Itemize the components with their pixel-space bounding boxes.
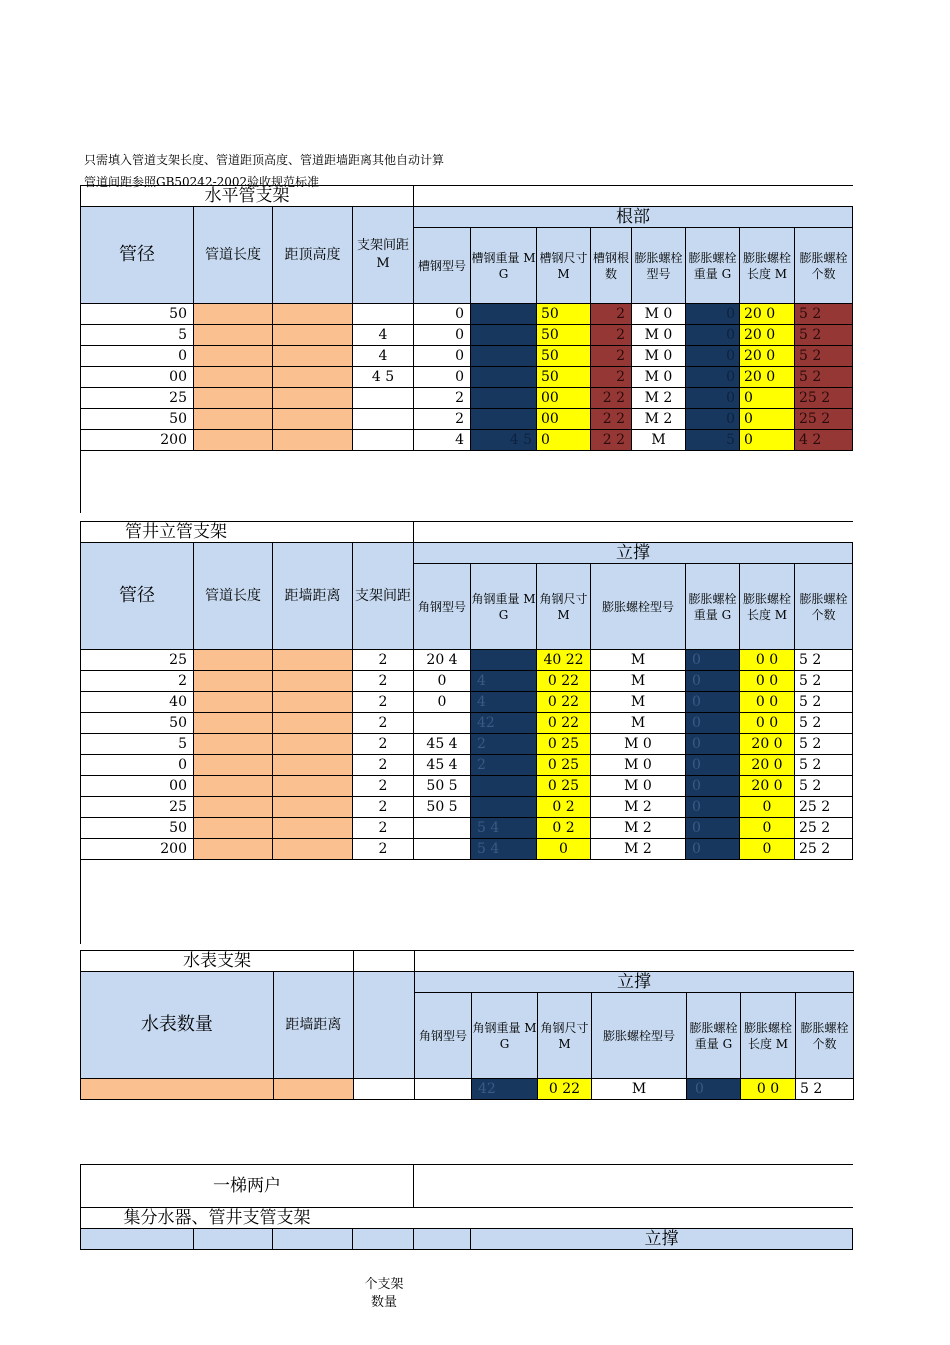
table-cell: 5 2 [795, 734, 853, 755]
header-spacing: 支架间距M [353, 207, 414, 304]
household-label: 一梯两户 [81, 1165, 414, 1208]
header-angle-type: 角钢型号 [415, 993, 472, 1079]
table-cell: 4 [353, 325, 414, 346]
table-cell: 0 22 [537, 671, 591, 692]
header-spacing: 支架间距 [353, 543, 414, 650]
table-cell: 0 [686, 692, 740, 713]
pipe-length-input[interactable] [194, 755, 273, 776]
table-cell [353, 430, 414, 451]
table-cell: 2 [353, 755, 414, 776]
table-row [81, 839, 853, 860]
pipe-length-input[interactable] [194, 818, 273, 839]
table-cell: 50 [81, 304, 194, 325]
table-cell: M 2 [632, 409, 686, 430]
table-cell: 0 [686, 839, 740, 860]
table-cell: 2 [591, 346, 632, 367]
table-cell: 0 [414, 367, 471, 388]
table-cell: 25 2 [795, 388, 853, 409]
table-cell: 50 [81, 713, 194, 734]
table-cell [471, 797, 537, 818]
header-wall-distance: 距墙距离 [273, 543, 353, 650]
table-cell: 5 [686, 430, 740, 451]
table-cell: 0 [686, 818, 740, 839]
meter-support-table [80, 950, 854, 1100]
wall-distance-input[interactable] [273, 818, 353, 839]
table-cell: 25 [81, 797, 194, 818]
pipe-length-input[interactable] [194, 430, 273, 451]
table-cell: 200 [81, 430, 194, 451]
table-cell: 2 [353, 797, 414, 818]
pipe-length-input[interactable] [194, 650, 273, 671]
table-cell: M [632, 430, 686, 451]
instruction-note: 只需填入管道支架长度、管道距顶高度、管道距墙距离其他自动计算 [84, 153, 445, 167]
table-cell: 2 [591, 304, 632, 325]
table-cell: 5 2 [795, 346, 853, 367]
table-cell [353, 409, 414, 430]
table-row [81, 692, 853, 713]
table-row [81, 346, 853, 367]
table-cell: 2 [353, 776, 414, 797]
wall-distance-input[interactable] [273, 755, 353, 776]
table-cell: M 2 [632, 388, 686, 409]
table-row [81, 671, 853, 692]
top-height-input[interactable] [273, 409, 353, 430]
table-cell: 5 2 [795, 325, 853, 346]
table-row [81, 430, 853, 451]
table-cell: 2 [353, 839, 414, 860]
header-angle-weight: 角钢重量 M G [472, 993, 538, 1079]
table-cell: 5 4 [471, 839, 537, 860]
top-height-input[interactable] [273, 388, 353, 409]
meter-count-input[interactable] [81, 1079, 274, 1100]
table-row [81, 713, 853, 734]
table-cell: 20 0 [740, 367, 795, 388]
water-meter-support-section [80, 950, 854, 1100]
pipe-length-input[interactable] [194, 346, 273, 367]
header-channel-count: 槽钢根数 [591, 228, 632, 304]
table-cell: 0 22 [537, 692, 591, 713]
table-cell: 5 2 [795, 304, 853, 325]
table-cell: 5 [81, 325, 194, 346]
header-diameter: 管径 [81, 543, 194, 650]
table-cell: 0 [686, 755, 740, 776]
table-cell: 4 [471, 692, 537, 713]
top-height-input[interactable] [273, 304, 353, 325]
wall-distance-input[interactable] [273, 650, 353, 671]
table-cell: 0 [686, 304, 740, 325]
table-row [81, 409, 853, 430]
table-cell: 5 [81, 734, 194, 755]
table-cell [471, 650, 537, 671]
manifold-support-table [80, 1164, 853, 1250]
table-cell: M 0 [632, 304, 686, 325]
support-count-label: 个支架 数量 [364, 1277, 404, 1310]
table-cell: 0 [537, 839, 591, 860]
top-height-input[interactable] [273, 325, 353, 346]
table-cell: 25 2 [795, 409, 853, 430]
table-cell: 2 [471, 734, 537, 755]
header-angle-type: 角钢型号 [414, 564, 471, 650]
table-row [81, 818, 853, 839]
header-bolt-length: 膨胀螺栓 长度 M [741, 993, 796, 1079]
table-cell: 5 2 [795, 650, 853, 671]
cell-bolt-weight: 0 [687, 1079, 741, 1100]
table-cell: M 0 [591, 734, 686, 755]
group-upright: 立撑 [415, 972, 854, 993]
table-cell [414, 839, 471, 860]
table-cell: 50 [81, 818, 194, 839]
table-cell: 0 [686, 797, 740, 818]
table-cell [471, 325, 537, 346]
header-channel-weight: 槽钢重量 M G [471, 228, 537, 304]
table-cell: 00 [537, 409, 591, 430]
table-cell: 0 [686, 325, 740, 346]
table-cell: M 0 [632, 325, 686, 346]
table-cell [471, 304, 537, 325]
table-cell: 2 [353, 692, 414, 713]
table-cell: 0 0 [740, 671, 795, 692]
table-cell: 0 [414, 692, 471, 713]
table-cell: M [591, 713, 686, 734]
table-cell [471, 388, 537, 409]
table-cell: 0 0 [740, 650, 795, 671]
header-bolt-length: 膨胀螺栓 长度 M [740, 564, 795, 650]
header-bolt-type: 膨胀螺栓 型号 [632, 228, 686, 304]
table-row [81, 797, 853, 818]
table-cell: 0 [414, 346, 471, 367]
table-cell: 20 0 [740, 325, 795, 346]
table-cell: 50 5 [414, 776, 471, 797]
header-channel-type: 槽钢型号 [414, 228, 471, 304]
table-cell: 0 [740, 797, 795, 818]
header-bolt-type: 膨胀螺栓型号 [592, 993, 687, 1079]
top-height-input[interactable] [273, 367, 353, 388]
wall-distance-input[interactable] [273, 734, 353, 755]
table-cell: 0 25 [537, 755, 591, 776]
table-cell: 25 2 [795, 797, 853, 818]
table-cell: 50 [81, 409, 194, 430]
riser-support-table [80, 521, 853, 944]
manifold-support-section [80, 1164, 853, 1250]
header-wall-distance: 距墙距离 [273, 972, 353, 1079]
table-cell: M 0 [632, 346, 686, 367]
group-upright: 立撑 [471, 1229, 853, 1250]
pipe-length-input[interactable] [194, 692, 273, 713]
table-cell [353, 388, 414, 409]
table-cell: M 0 [632, 367, 686, 388]
table-cell: 2 [414, 388, 471, 409]
table-cell: 00 [81, 776, 194, 797]
table-cell: 20 0 [740, 346, 795, 367]
table-cell: 20 0 [740, 776, 795, 797]
table-cell: 4 [353, 346, 414, 367]
table-cell: 5 2 [795, 713, 853, 734]
cell-size: 0 22 [538, 1079, 592, 1100]
header-diameter: 管径 [81, 207, 194, 304]
table-cell: 45 4 [414, 755, 471, 776]
table-cell: 2 [591, 325, 632, 346]
table-row [81, 755, 853, 776]
table-cell: 25 2 [795, 839, 853, 860]
wall-distance-input[interactable] [273, 671, 353, 692]
header-bolt-weight: 膨胀螺栓 重量 G [686, 564, 740, 650]
table-cell: 50 [537, 367, 591, 388]
table-row [81, 734, 853, 755]
table-cell: M 2 [591, 818, 686, 839]
table-cell: 0 [686, 671, 740, 692]
table-cell: 50 5 [414, 797, 471, 818]
table-cell: M 0 [591, 776, 686, 797]
table-cell: 0 [686, 650, 740, 671]
pipe-length-input[interactable] [194, 388, 273, 409]
header-empty [354, 972, 415, 1079]
table-cell: 0 [686, 388, 740, 409]
table-cell: 0 [740, 839, 795, 860]
header-angle-size: 角钢尺寸 M [538, 993, 592, 1079]
table-cell: 0 [81, 346, 194, 367]
table-cell: 0 0 [740, 713, 795, 734]
wall-distance-input[interactable] [273, 776, 353, 797]
table-cell: 25 2 [795, 818, 853, 839]
wall-distance-input[interactable] [273, 713, 353, 734]
pipe-length-input[interactable] [194, 325, 273, 346]
pipe-length-input[interactable] [194, 839, 273, 860]
table-cell: 0 [686, 367, 740, 388]
table-cell: 4 [414, 430, 471, 451]
table-cell: 4 2 [795, 430, 853, 451]
table-cell: 2 2 [591, 409, 632, 430]
pipe-length-input[interactable] [194, 776, 273, 797]
section-title: 水平管支架 [81, 186, 414, 207]
table-cell: M [591, 692, 686, 713]
table-cell: 0 [414, 304, 471, 325]
table-cell: 0 25 [537, 734, 591, 755]
table-cell [471, 346, 537, 367]
table-cell: 0 [740, 818, 795, 839]
horizontal-pipe-support-section [80, 185, 853, 513]
section-title: 集分水器、管井支管支架 [81, 1208, 853, 1229]
table-cell: 2 [81, 671, 194, 692]
table-cell: 0 [81, 755, 194, 776]
shaft-riser-support-section [80, 521, 853, 944]
header-angle-weight: 角钢重量 M G [471, 564, 537, 650]
table-cell: 20 0 [740, 755, 795, 776]
table-cell: 2 [471, 755, 537, 776]
table-cell: 25 [81, 388, 194, 409]
table-cell: 0 [740, 430, 795, 451]
table-cell: 2 2 [591, 430, 632, 451]
table-cell: 50 [537, 325, 591, 346]
horizontal-support-table [80, 185, 853, 513]
table-cell: 0 0 [740, 692, 795, 713]
table-cell: 0 [740, 409, 795, 430]
table-cell: 2 [353, 713, 414, 734]
table-cell: 00 [81, 367, 194, 388]
table-cell: 4 5 [471, 430, 537, 451]
wall-distance-input[interactable] [273, 692, 353, 713]
table-cell: 0 [686, 346, 740, 367]
table-cell [353, 304, 414, 325]
table-cell: 5 2 [795, 671, 853, 692]
table-cell: 0 2 [537, 797, 591, 818]
header-bolt-type: 膨胀螺栓型号 [591, 564, 686, 650]
table-cell: 0 [686, 409, 740, 430]
table-cell [471, 367, 537, 388]
table-cell: M 2 [591, 797, 686, 818]
table-cell: 2 [353, 734, 414, 755]
header-top-height: 距顶高度 [273, 207, 353, 304]
pipe-length-input[interactable] [194, 734, 273, 755]
table-row [81, 388, 853, 409]
wall-distance-input[interactable] [273, 1079, 353, 1100]
pipe-length-input[interactable] [194, 304, 273, 325]
table-cell: 2 [353, 671, 414, 692]
standard-note: 管道间距参照GB50242-2002验收规范标准 [84, 175, 320, 189]
table-cell: 20 0 [740, 304, 795, 325]
section-title: 管井立管支架 [81, 522, 414, 543]
table-cell: 0 [686, 734, 740, 755]
table-cell: M [591, 671, 686, 692]
table-cell: 2 [353, 818, 414, 839]
table-cell: 0 [537, 430, 591, 451]
pipe-length-input[interactable] [194, 797, 273, 818]
table-row [81, 776, 853, 797]
header-bolt-length: 膨胀螺栓 长度 M [740, 228, 795, 304]
header-meter-count: 水表数量 [81, 972, 274, 1079]
pipe-length-input[interactable] [194, 367, 273, 388]
header-channel-size: 槽钢尺寸 M [537, 228, 591, 304]
table-cell: 4 5 [353, 367, 414, 388]
wall-distance-input[interactable] [273, 797, 353, 818]
header-pipe-length: 管道长度 [194, 543, 273, 650]
top-height-input[interactable] [273, 346, 353, 367]
table-cell [471, 776, 537, 797]
wall-distance-input[interactable] [273, 839, 353, 860]
pipe-length-input[interactable] [194, 409, 273, 430]
table-cell: 2 [353, 650, 414, 671]
table-cell: M 0 [591, 755, 686, 776]
table-cell [414, 818, 471, 839]
table-cell: 20 4 [414, 650, 471, 671]
table-row [81, 650, 853, 671]
header-angle-size: 角钢尺寸 M [537, 564, 591, 650]
table-cell: 0 22 [537, 713, 591, 734]
table-cell: 5 2 [795, 776, 853, 797]
header-bolt-count: 膨胀螺栓个数 [795, 228, 853, 304]
table-cell: 20 0 [740, 734, 795, 755]
pipe-length-input[interactable] [194, 671, 273, 692]
header-bolt-count: 膨胀螺栓个数 [796, 993, 854, 1079]
table-cell: 00 [537, 388, 591, 409]
cell-bolt-count: 5 2 [796, 1079, 854, 1100]
table-cell: 0 [686, 713, 740, 734]
table-row [81, 304, 853, 325]
table-cell: 42 [471, 713, 537, 734]
table-cell: 50 [537, 304, 591, 325]
table-cell: 45 4 [414, 734, 471, 755]
table-cell: 2 2 [591, 388, 632, 409]
table-cell: M [591, 650, 686, 671]
group-upright: 立撑 [414, 543, 853, 564]
table-cell: 0 [686, 776, 740, 797]
table-cell [414, 713, 471, 734]
table-cell: 4 [471, 671, 537, 692]
cell-bolt-length: 0 0 [741, 1079, 796, 1100]
section-title: 水表支架 [81, 951, 354, 972]
pipe-length-input[interactable] [194, 713, 273, 734]
table-cell: 200 [81, 839, 194, 860]
table-cell: 2 [414, 409, 471, 430]
table-cell [471, 409, 537, 430]
table-cell: 5 2 [795, 755, 853, 776]
group-root: 根部 [414, 207, 853, 228]
table-cell: 50 [537, 346, 591, 367]
table-cell: 5 2 [795, 692, 853, 713]
cell-bolt-type: M [592, 1079, 687, 1100]
header-pipe-length: 管道长度 [194, 207, 273, 304]
cell-weight: 42 [472, 1079, 538, 1100]
table-cell: 0 [414, 325, 471, 346]
table-cell: 40 [81, 692, 194, 713]
header-bolt-weight: 膨胀螺栓 重量 G [686, 228, 740, 304]
table-cell: 0 25 [537, 776, 591, 797]
table-cell: 0 [740, 388, 795, 409]
table-cell: 2 [591, 367, 632, 388]
header-bolt-weight: 膨胀螺栓 重量 G [687, 993, 741, 1079]
table-cell: 0 2 [537, 818, 591, 839]
table-row [81, 1079, 854, 1100]
table-cell: M 2 [591, 839, 686, 860]
table-cell: 40 22 [537, 650, 591, 671]
table-cell: 0 [414, 671, 471, 692]
table-cell: 5 4 [471, 818, 537, 839]
top-height-input[interactable] [273, 430, 353, 451]
table-row [81, 367, 853, 388]
table-cell: 25 [81, 650, 194, 671]
table-cell: 5 2 [795, 367, 853, 388]
table-row [81, 325, 853, 346]
header-bolt-count: 膨胀螺栓个数 [795, 564, 853, 650]
